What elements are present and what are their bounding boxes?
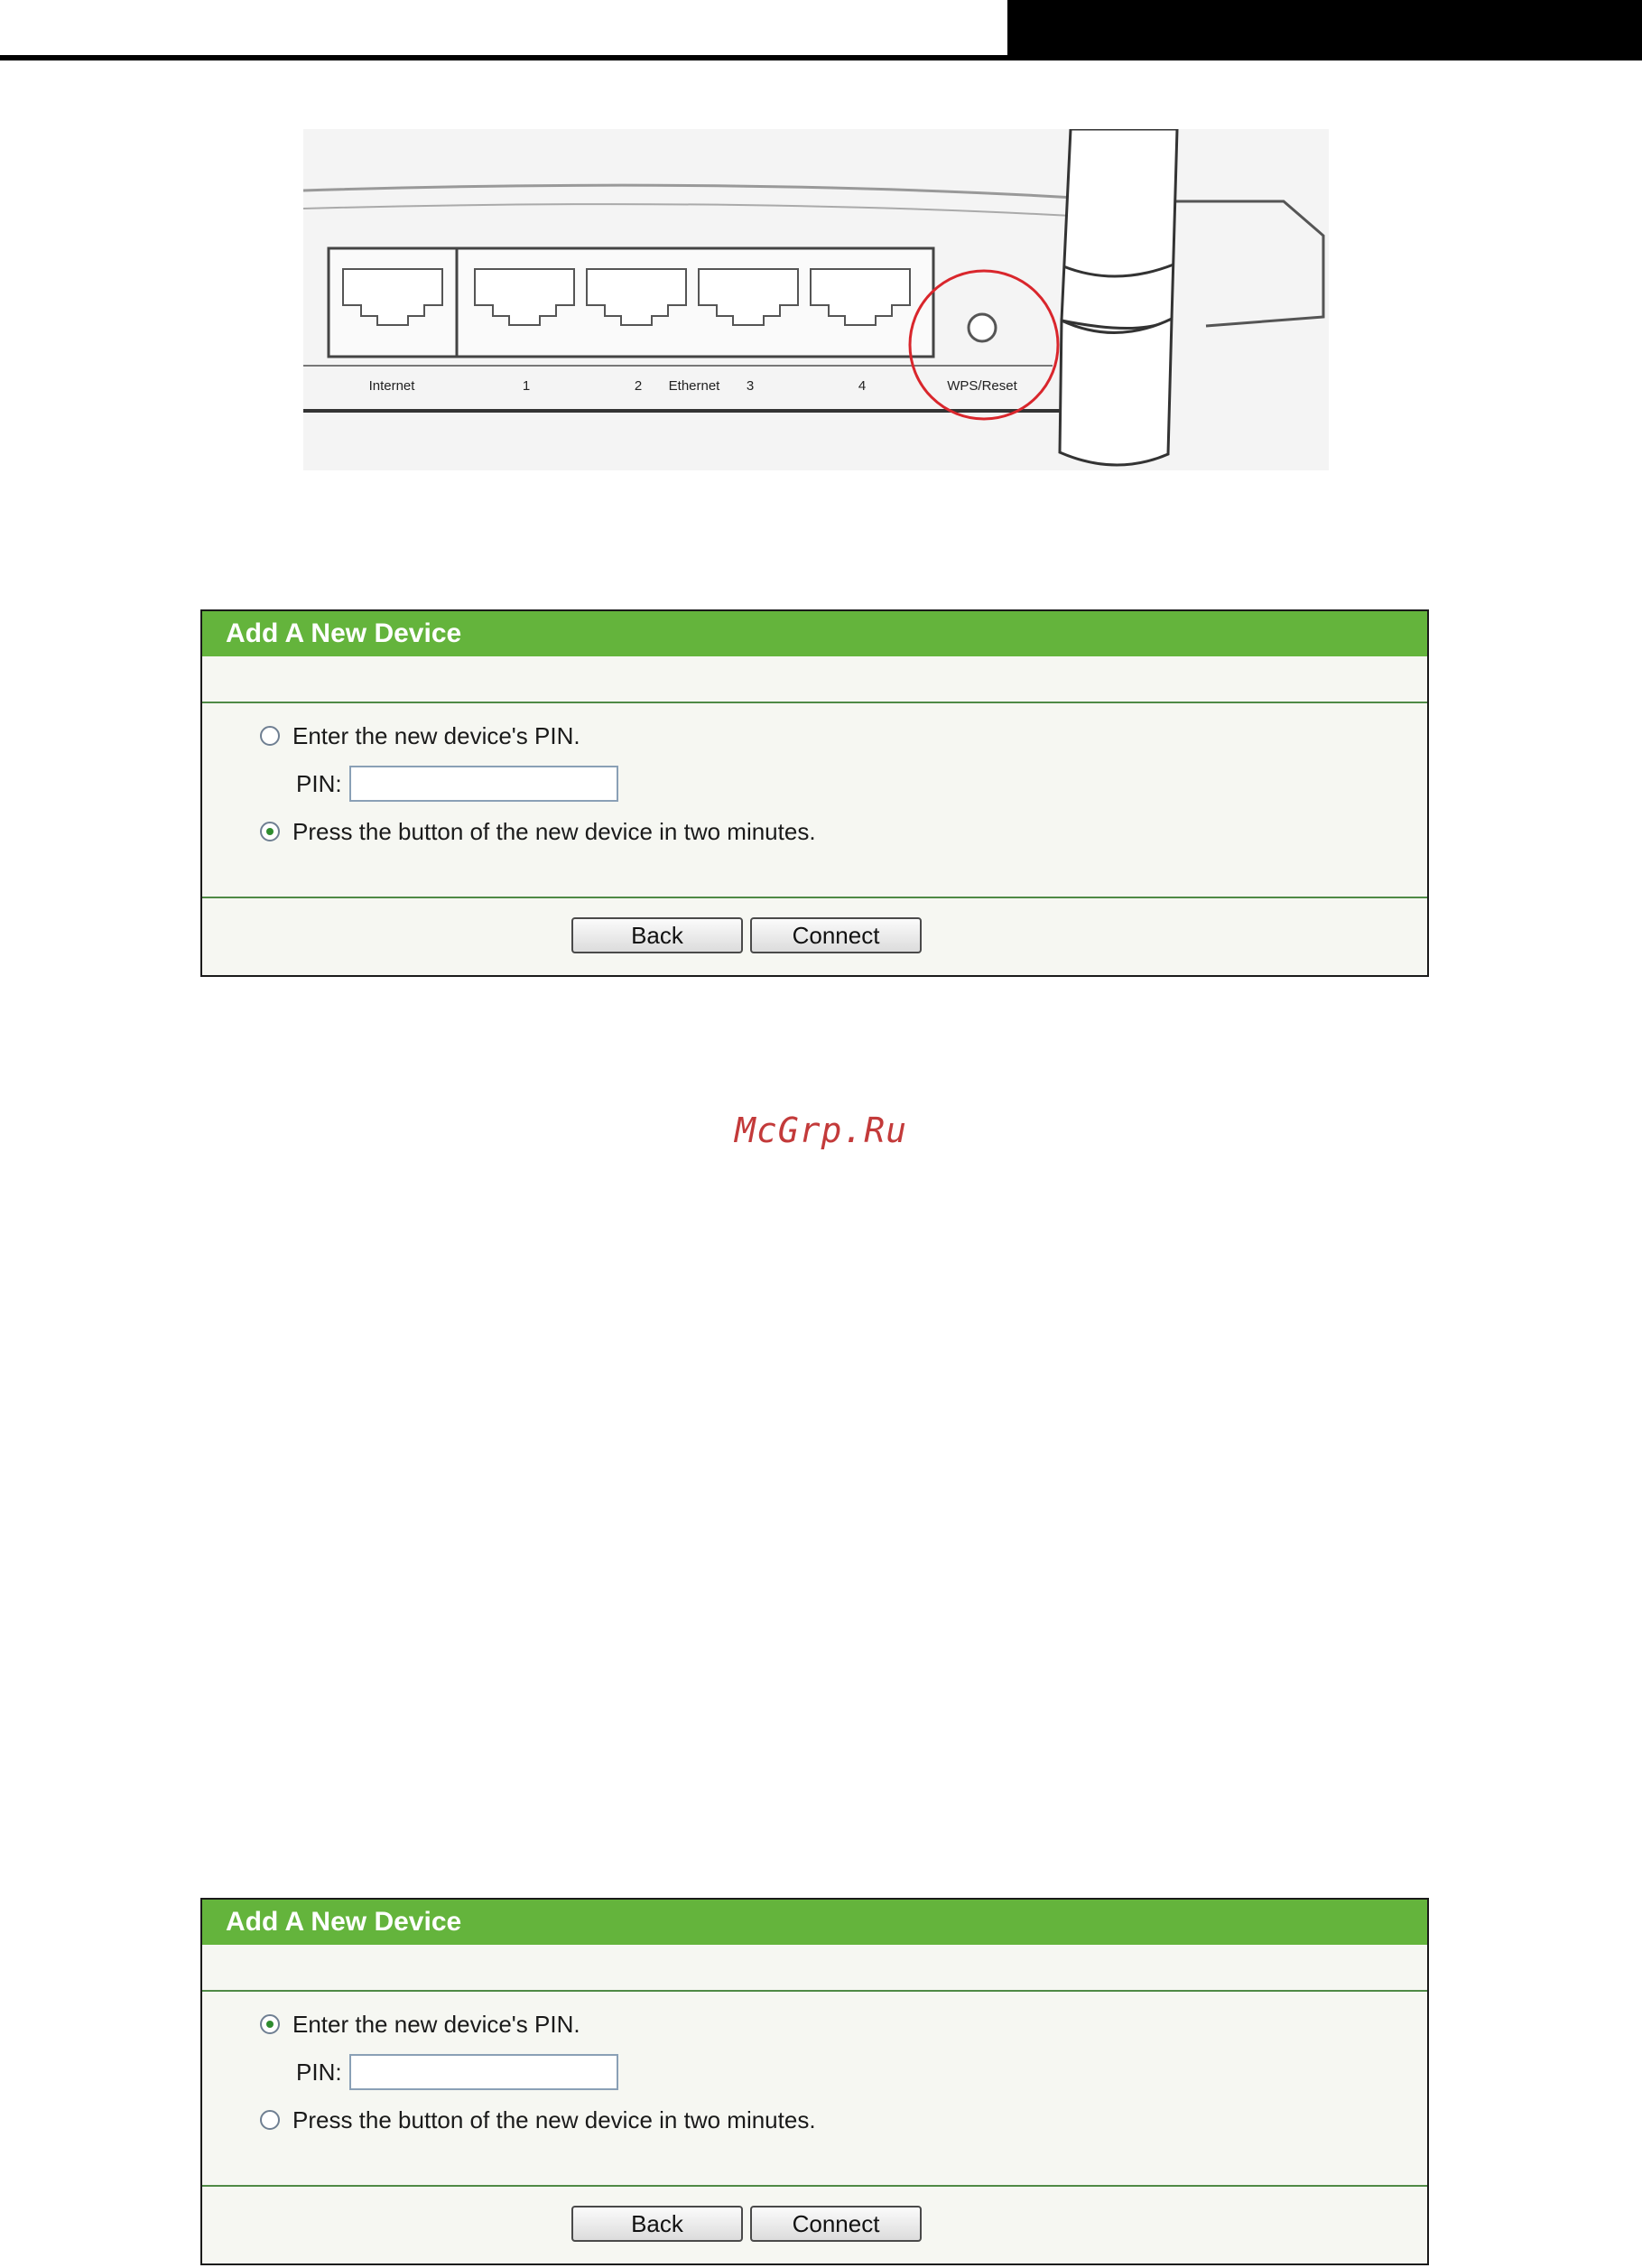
header-black-block [1007, 0, 1642, 58]
pin-row [296, 2053, 618, 2091]
connect-button[interactable]: Connect [750, 2206, 922, 2242]
add-device-panel-2 [200, 1898, 1429, 2265]
port-label: Ethernet [668, 378, 720, 394]
option-press-button-label: Press the button of the new device in two minutes. [292, 2105, 816, 2133]
radio-enter-pin[interactable] [260, 726, 280, 746]
panel-subheader [202, 1945, 1427, 1990]
back-button[interactable]: Back [571, 917, 743, 953]
divider [202, 702, 1427, 703]
option-press-button[interactable] [260, 2104, 816, 2136]
panel-subheader [202, 656, 1427, 702]
radio-press-button[interactable] [260, 2110, 280, 2130]
divider [202, 2185, 1427, 2187]
option-press-button[interactable] [260, 815, 816, 848]
wps-reset-label: WPS/Reset [947, 378, 1017, 394]
divider [202, 1990, 1427, 1992]
pin-input[interactable] [349, 2054, 618, 2090]
panel-title: Add A New Device [202, 1900, 1427, 1945]
panel-title: Add A New Device [202, 611, 1427, 656]
port-label: 3 [746, 378, 755, 394]
radio-enter-pin[interactable] [260, 2014, 280, 2034]
port-label: 1 [522, 378, 531, 394]
pin-label: PIN: [296, 769, 342, 797]
radio-press-button[interactable] [260, 822, 280, 841]
router-rear-panel-image [303, 129, 1329, 470]
option-press-button-label: Press the button of the new device in two minutes. [292, 817, 816, 845]
connect-button[interactable]: Connect [750, 917, 922, 953]
pin-input[interactable] [349, 766, 618, 802]
watermark-text: McGrp.Ru [734, 1111, 908, 1150]
port-label: 2 [634, 378, 643, 394]
pin-row [296, 765, 618, 803]
add-device-panel-1 [200, 609, 1429, 977]
port-label: Internet [368, 378, 415, 394]
option-enter-pin-label: Enter the new device's PIN. [292, 721, 580, 749]
back-button[interactable]: Back [571, 2206, 743, 2242]
divider [202, 897, 1427, 898]
port-label: 4 [858, 378, 867, 394]
option-enter-pin[interactable] [260, 2008, 580, 2040]
option-enter-pin-label: Enter the new device's PIN. [292, 2010, 580, 2038]
header-rule [0, 55, 1642, 60]
option-enter-pin[interactable] [260, 720, 580, 752]
pin-label: PIN: [296, 2058, 342, 2086]
